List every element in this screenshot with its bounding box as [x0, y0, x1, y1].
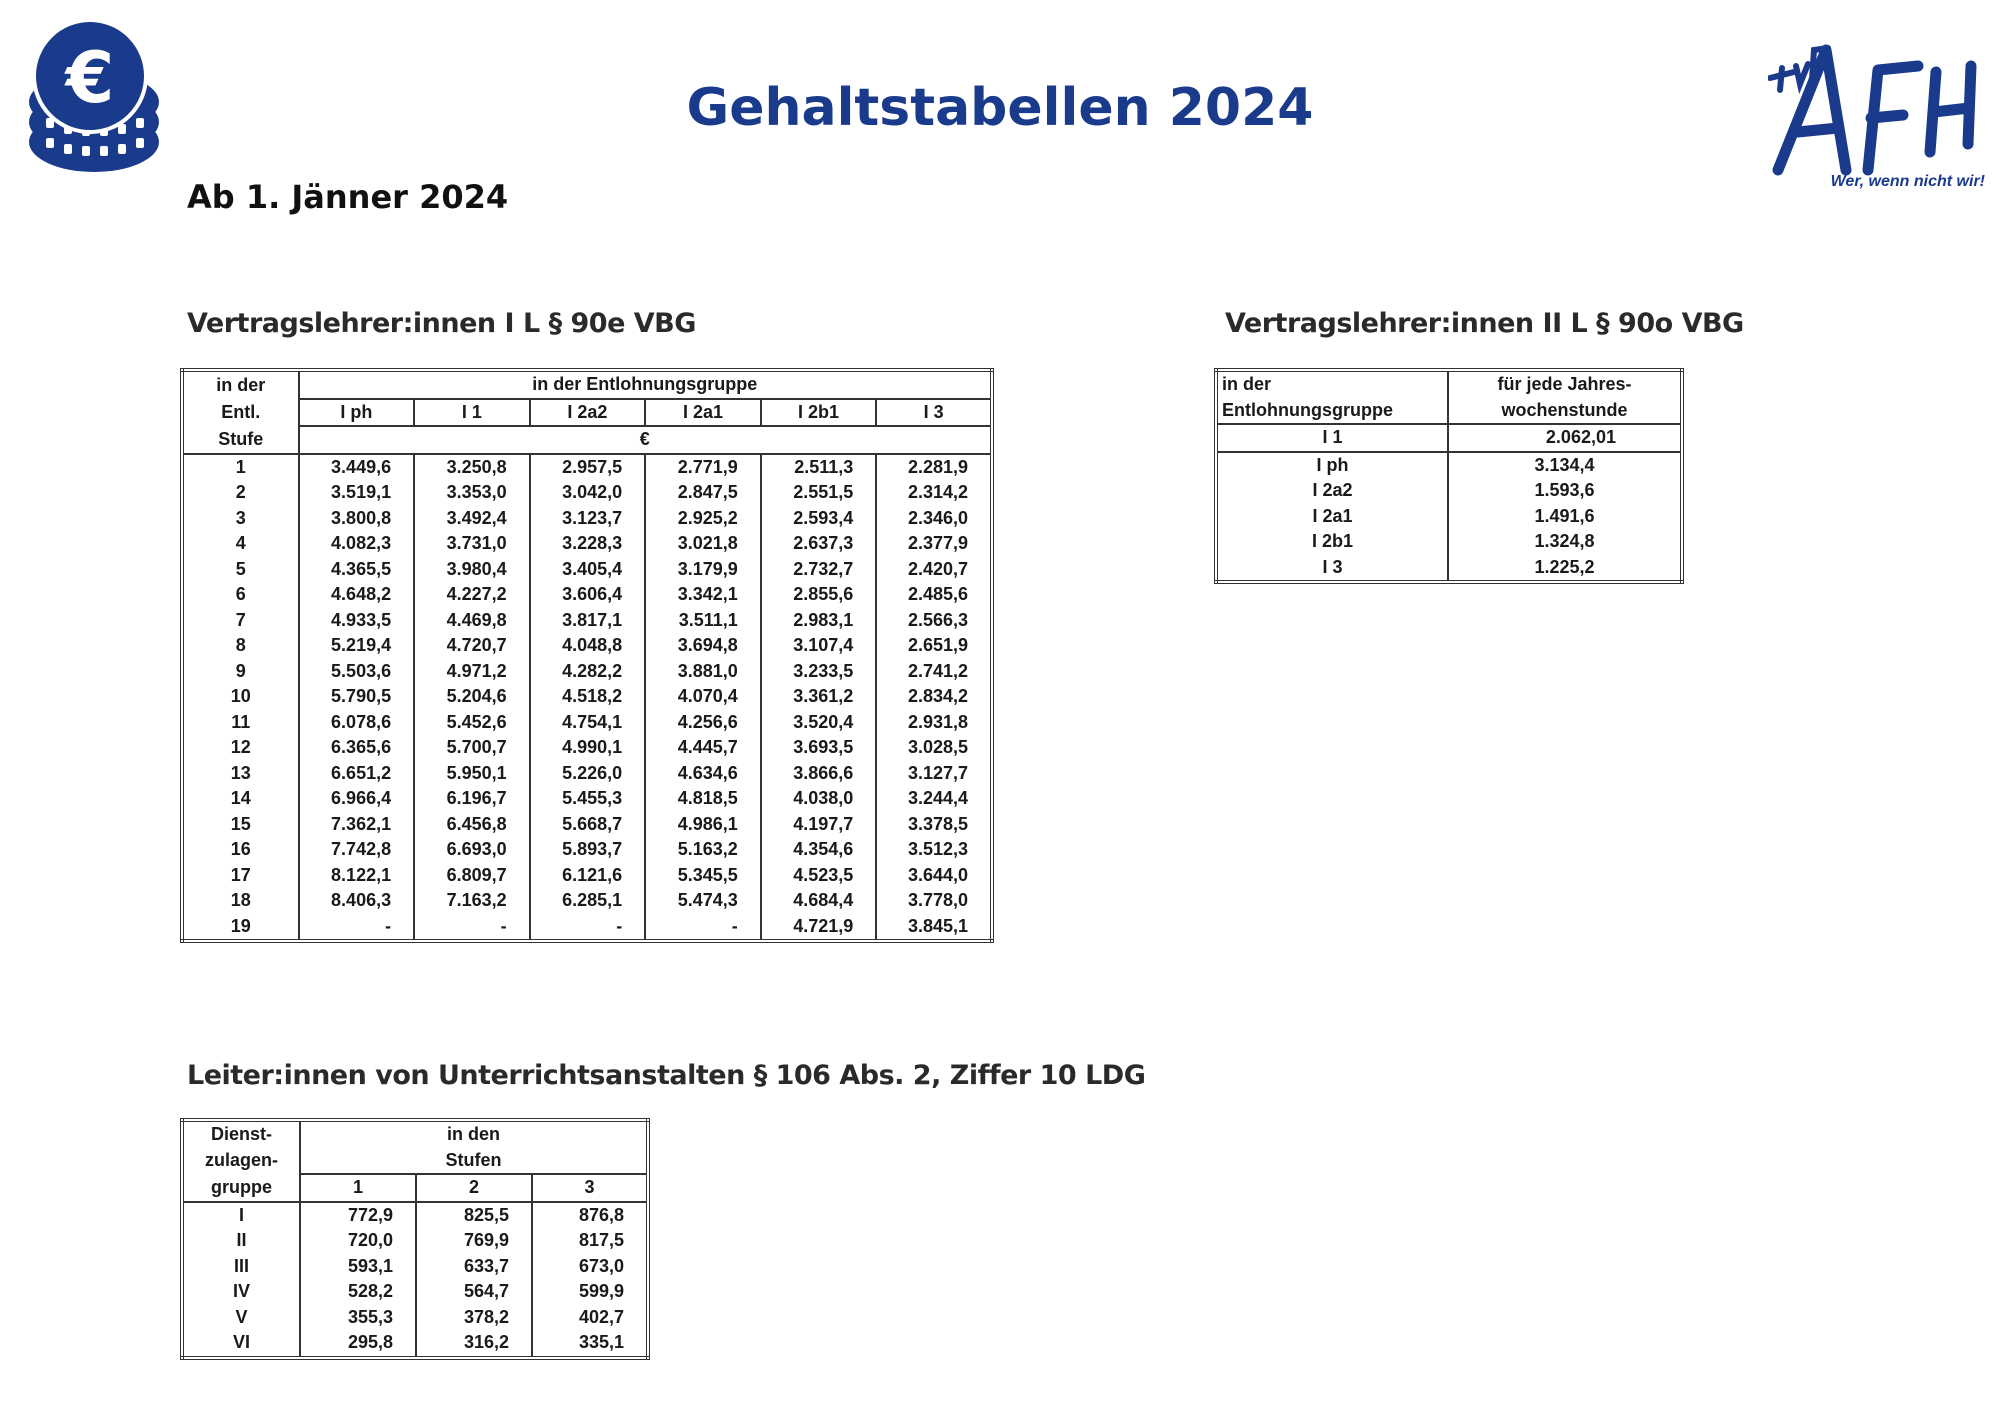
value-cell: 2.485,6 — [876, 582, 992, 608]
value-cell: 4.990,1 — [530, 735, 646, 761]
value-cell: 3.378,5 — [876, 812, 992, 838]
value-cell: 3.778,0 — [876, 888, 992, 914]
value-cell: 6.456,8 — [414, 812, 530, 838]
value-cell: 4.365,5 — [299, 557, 415, 583]
value-cell: 2.593,4 — [761, 506, 877, 532]
value-cell: 3.244,4 — [876, 786, 992, 812]
stufe-cell: 13 — [230, 762, 251, 783]
stub-header-line: Entl. — [221, 401, 261, 422]
column-header: I 1 — [414, 399, 530, 427]
value-cell: 3.353,0 — [414, 480, 530, 506]
value-cell: 2.957,5 — [530, 454, 646, 481]
table-row — [182, 1279, 648, 1305]
salary-table-vl1 — [180, 368, 994, 943]
stufe-cell: 18 — [230, 890, 251, 910]
value-cell: 3.492,4 — [414, 506, 530, 532]
value-cell: 378,2 — [416, 1305, 532, 1331]
group-cell: IV — [232, 1281, 250, 1301]
value-cell: 3.021,8 — [645, 531, 761, 557]
stufe-cell: 11 — [231, 711, 251, 732]
value-cell: 8.406,3 — [299, 888, 415, 914]
value-cell: 3.731,0 — [414, 531, 530, 557]
stufe-cell: 15 — [230, 813, 251, 834]
value-cell: 3.449,6 — [299, 454, 415, 481]
table-row — [182, 480, 992, 506]
value-cell: 3.107,4 — [761, 633, 877, 659]
table-row — [1216, 555, 1682, 583]
group-header: in der Entlohnungsgruppe — [299, 370, 992, 399]
value-cell: 3.644,0 — [876, 863, 992, 889]
stufe-cell: 4 — [235, 533, 246, 553]
value-cell: 3.693,5 — [761, 735, 877, 761]
value-cell: - — [414, 914, 530, 942]
value-cell: 6.285,1 — [530, 888, 646, 914]
value-cell: 3.179,9 — [645, 557, 761, 583]
value-cell: 599,9 — [532, 1279, 648, 1305]
value-cell: 2.377,9 — [876, 531, 992, 557]
stufe-cell: 10 — [230, 686, 251, 706]
value-cell: 673,0 — [532, 1254, 648, 1280]
group-cell: VI — [232, 1332, 250, 1352]
value-cell: 4.720,7 — [414, 633, 530, 659]
value-cell: 5.893,7 — [530, 837, 646, 863]
stufe-cell: 3 — [235, 507, 246, 528]
value-cell: 3.123,7 — [530, 506, 646, 532]
value-cell: 2.511,3 — [761, 454, 877, 481]
group-cell: I 2a2 — [1312, 480, 1353, 500]
table-row — [1216, 424, 1682, 452]
value-cell: 3.980,4 — [414, 557, 530, 583]
value-cell: 2.062,01 — [1448, 424, 1682, 452]
value-cell: 335,1 — [532, 1330, 648, 1358]
value-cell: - — [645, 914, 761, 942]
table-row — [182, 888, 992, 914]
group-header-line: Stufen — [300, 1148, 648, 1175]
value-cell: 4.523,5 — [761, 863, 877, 889]
header-left-line: Entlohnungsgruppe — [1216, 398, 1448, 425]
value-cell: 3.519,1 — [299, 480, 415, 506]
value-cell: 3.233,5 — [761, 659, 877, 685]
value-cell: 3.866,6 — [761, 761, 877, 787]
group-cell: I ph — [1316, 454, 1349, 475]
group-cell: I 2b1 — [1311, 531, 1354, 551]
table-row — [182, 1228, 648, 1254]
value-cell: 4.754,1 — [530, 710, 646, 736]
value-cell: 7.362,1 — [299, 812, 415, 838]
stufe-cell: 6 — [235, 584, 246, 604]
table-row — [1216, 452, 1682, 479]
value-cell: 3.228,3 — [530, 531, 646, 557]
table-row — [182, 684, 992, 710]
value-cell: 5.503,6 — [299, 659, 415, 685]
value-cell: 2.651,9 — [876, 633, 992, 659]
value-cell: 5.204,6 — [414, 684, 530, 710]
value-cell: 4.634,6 — [645, 761, 761, 787]
group-cell: III — [233, 1255, 249, 1276]
value-cell: 2.551,5 — [761, 480, 877, 506]
value-cell: 5.452,6 — [414, 710, 530, 736]
value-cell: 4.256,6 — [645, 710, 761, 736]
value-cell: 1.491,6 — [1448, 504, 1682, 530]
value-cell: 3.042,0 — [530, 480, 646, 506]
value-cell: 8.122,1 — [299, 863, 415, 889]
value-cell: 2.732,7 — [761, 557, 877, 583]
value-cell: 876,8 — [532, 1202, 648, 1229]
value-cell: 3.845,1 — [876, 914, 992, 942]
value-cell: 6.693,0 — [414, 837, 530, 863]
value-cell: 7.163,2 — [414, 888, 530, 914]
value-cell: 5.790,5 — [299, 684, 415, 710]
table-row — [182, 608, 992, 634]
value-cell: 4.070,4 — [645, 684, 761, 710]
value-cell: 4.971,2 — [414, 659, 530, 685]
value-cell: 2.420,7 — [876, 557, 992, 583]
value-cell: 2.834,2 — [876, 684, 992, 710]
stufe-cell: 7 — [235, 609, 246, 630]
stufe-cell: 5 — [235, 558, 246, 579]
value-cell: 4.082,3 — [299, 531, 415, 557]
value-cell: 3.512,3 — [876, 837, 992, 863]
allowance-table-leiter — [180, 1118, 650, 1360]
value-cell: 817,5 — [532, 1228, 648, 1254]
value-cell: 5.668,7 — [530, 812, 646, 838]
value-cell: 316,2 — [416, 1330, 532, 1358]
table2-title: Vertragslehrer:innen II L § 90o VBG — [1225, 308, 1744, 339]
value-cell: 5.474,3 — [645, 888, 761, 914]
value-cell: 2.314,2 — [876, 480, 992, 506]
value-cell: 355,3 — [300, 1305, 416, 1331]
group-header-line: in den — [300, 1120, 648, 1148]
value-cell: 3.134,4 — [1448, 452, 1682, 479]
value-cell: 3.250,8 — [414, 454, 530, 481]
value-cell: 2.983,1 — [761, 608, 877, 634]
value-cell: 593,1 — [300, 1254, 416, 1280]
stufe-cell: 8 — [235, 635, 246, 655]
table-row — [182, 914, 992, 942]
value-cell: 3.405,4 — [530, 557, 646, 583]
value-cell: 4.354,6 — [761, 837, 877, 863]
value-cell: 295,8 — [300, 1330, 416, 1358]
table-row — [182, 557, 992, 583]
value-cell: 4.048,8 — [530, 633, 646, 659]
value-cell: 4.684,4 — [761, 888, 877, 914]
value-cell: - — [299, 914, 415, 942]
value-cell: 1.593,6 — [1448, 478, 1682, 504]
column-header: 2 — [416, 1174, 532, 1202]
value-cell: 6.809,7 — [414, 863, 530, 889]
column-header: 3 — [532, 1174, 648, 1202]
table-row — [182, 659, 992, 685]
stufe-cell: 1 — [235, 456, 246, 477]
table-row — [182, 710, 992, 736]
value-cell: 5.455,3 — [530, 786, 646, 812]
value-cell: 5.345,5 — [645, 863, 761, 889]
value-cell: 564,7 — [416, 1279, 532, 1305]
table-row — [182, 1254, 648, 1280]
value-cell: 633,7 — [416, 1254, 532, 1280]
value-cell: 5.950,1 — [414, 761, 530, 787]
value-cell: 5.163,2 — [645, 837, 761, 863]
value-cell: 3.028,5 — [876, 735, 992, 761]
value-cell: 5.226,0 — [530, 761, 646, 787]
value-cell: 720,0 — [300, 1228, 416, 1254]
value-cell: 4.445,7 — [645, 735, 761, 761]
value-cell: 2.346,0 — [876, 506, 992, 532]
unit-label: € — [299, 426, 992, 454]
value-cell: 3.361,2 — [761, 684, 877, 710]
value-cell: 4.986,1 — [645, 812, 761, 838]
table-row — [182, 1202, 648, 1229]
value-cell: 1.324,8 — [1448, 529, 1682, 555]
value-cell: 4.933,5 — [299, 608, 415, 634]
header-left-line: in der — [1222, 374, 1272, 394]
value-cell: 2.925,2 — [645, 506, 761, 532]
stufe-cell: 12 — [230, 737, 251, 757]
table-row — [182, 761, 992, 787]
group-cell: I — [238, 1204, 244, 1225]
table-row — [1216, 529, 1682, 555]
value-cell: 772,9 — [300, 1202, 416, 1229]
value-cell: 2.847,5 — [645, 480, 761, 506]
value-cell: 528,2 — [300, 1279, 416, 1305]
value-cell: 3.817,1 — [530, 608, 646, 634]
stub-header-line: gruppe — [182, 1174, 300, 1202]
value-cell: 5.700,7 — [414, 735, 530, 761]
value-cell: 3.606,4 — [530, 582, 646, 608]
value-cell: 2.566,3 — [876, 608, 992, 634]
value-cell: - — [530, 914, 646, 942]
header-right-line: wochenstunde — [1448, 398, 1682, 425]
column-header: I 2a2 — [530, 399, 646, 427]
value-cell: 825,5 — [416, 1202, 532, 1229]
value-cell: 3.511,1 — [645, 608, 761, 634]
stufe-cell: 17 — [230, 864, 251, 885]
column-header: 1 — [300, 1174, 416, 1202]
value-cell: 4.227,2 — [414, 582, 530, 608]
header-right-line: für jede Jahres- — [1448, 370, 1682, 398]
table-row — [182, 735, 992, 761]
column-header: I 2b1 — [761, 399, 877, 427]
value-cell: 4.038,0 — [761, 786, 877, 812]
table-row — [1216, 478, 1682, 504]
value-cell: 7.742,8 — [299, 837, 415, 863]
value-cell: 2.637,3 — [761, 531, 877, 557]
value-cell: 3.881,0 — [645, 659, 761, 685]
value-cell: 1.225,2 — [1448, 555, 1682, 583]
value-cell: 2.855,6 — [761, 582, 877, 608]
table-row — [182, 837, 992, 863]
stub-header-line: Stufe — [182, 426, 299, 454]
table-row — [182, 582, 992, 608]
column-header: I ph — [299, 399, 415, 427]
value-cell: 2.281,9 — [876, 454, 992, 481]
value-cell: 6.966,4 — [299, 786, 415, 812]
column-header: I 3 — [876, 399, 992, 427]
value-cell: 2.931,8 — [876, 710, 992, 736]
value-cell: 3.694,8 — [645, 633, 761, 659]
group-cell: II — [236, 1230, 247, 1250]
table-row — [182, 454, 992, 481]
value-cell: 402,7 — [532, 1305, 648, 1331]
stub-header-line: zulagen- — [204, 1150, 278, 1170]
value-cell: 2.741,2 — [876, 659, 992, 685]
group-cell: V — [235, 1306, 248, 1327]
table-row — [182, 812, 992, 838]
group-cell: I 2a1 — [1312, 505, 1353, 526]
value-cell: 5.219,4 — [299, 633, 415, 659]
group-cell: I 3 — [1322, 556, 1343, 577]
page-subtitle: Ab 1. Jänner 2024 — [187, 178, 509, 216]
value-cell: 4.469,8 — [414, 608, 530, 634]
stufe-cell: 2 — [235, 482, 246, 502]
value-cell: 769,9 — [416, 1228, 532, 1254]
stufe-cell: 16 — [230, 839, 251, 859]
svg-text:€: € — [65, 37, 115, 119]
stub-header-line: Dienst- — [210, 1124, 272, 1144]
stub-header-line: in der — [216, 374, 266, 395]
stufe-cell: 14 — [230, 788, 251, 808]
table-row — [182, 1305, 648, 1331]
table-row — [182, 633, 992, 659]
value-cell: 6.651,2 — [299, 761, 415, 787]
value-cell: 2.771,9 — [645, 454, 761, 481]
value-cell: 4.818,5 — [645, 786, 761, 812]
table-row — [182, 506, 992, 532]
column-header: I 2a1 — [645, 399, 761, 427]
stufe-cell: 9 — [235, 660, 246, 681]
page-title: Gehaltstabellen 2024 — [686, 78, 1314, 138]
stufe-cell: 19 — [230, 915, 251, 936]
table-row — [182, 786, 992, 812]
group-cell: I 1 — [1216, 424, 1448, 452]
table-row — [182, 863, 992, 889]
table3-title: Leiter:innen von Unterrichtsanstalten § 106 Abs. 2, Ziffer 10 LDG — [187, 1060, 1146, 1091]
value-cell: 3.520,4 — [761, 710, 877, 736]
table-row — [182, 1330, 648, 1358]
value-cell: 6.078,6 — [299, 710, 415, 736]
value-cell: 4.197,7 — [761, 812, 877, 838]
value-cell: 3.127,7 — [876, 761, 992, 787]
salary-table-vl2 — [1214, 368, 1684, 584]
table-row — [1216, 504, 1682, 530]
logo-slogan: Wer, wenn nicht wir! — [1830, 173, 1985, 190]
table1-title: Vertragslehrer:innen I L § 90e VBG — [187, 308, 696, 339]
value-cell: 6.196,7 — [414, 786, 530, 812]
value-cell: 4.721,9 — [761, 914, 877, 942]
value-cell: 6.121,6 — [530, 863, 646, 889]
table-row — [182, 531, 992, 557]
value-cell: 3.800,8 — [299, 506, 415, 532]
value-cell: 4.518,2 — [530, 684, 646, 710]
value-cell: 4.282,2 — [530, 659, 646, 685]
value-cell: 6.365,6 — [299, 735, 415, 761]
value-cell: 3.342,1 — [645, 582, 761, 608]
value-cell: 4.648,2 — [299, 582, 415, 608]
